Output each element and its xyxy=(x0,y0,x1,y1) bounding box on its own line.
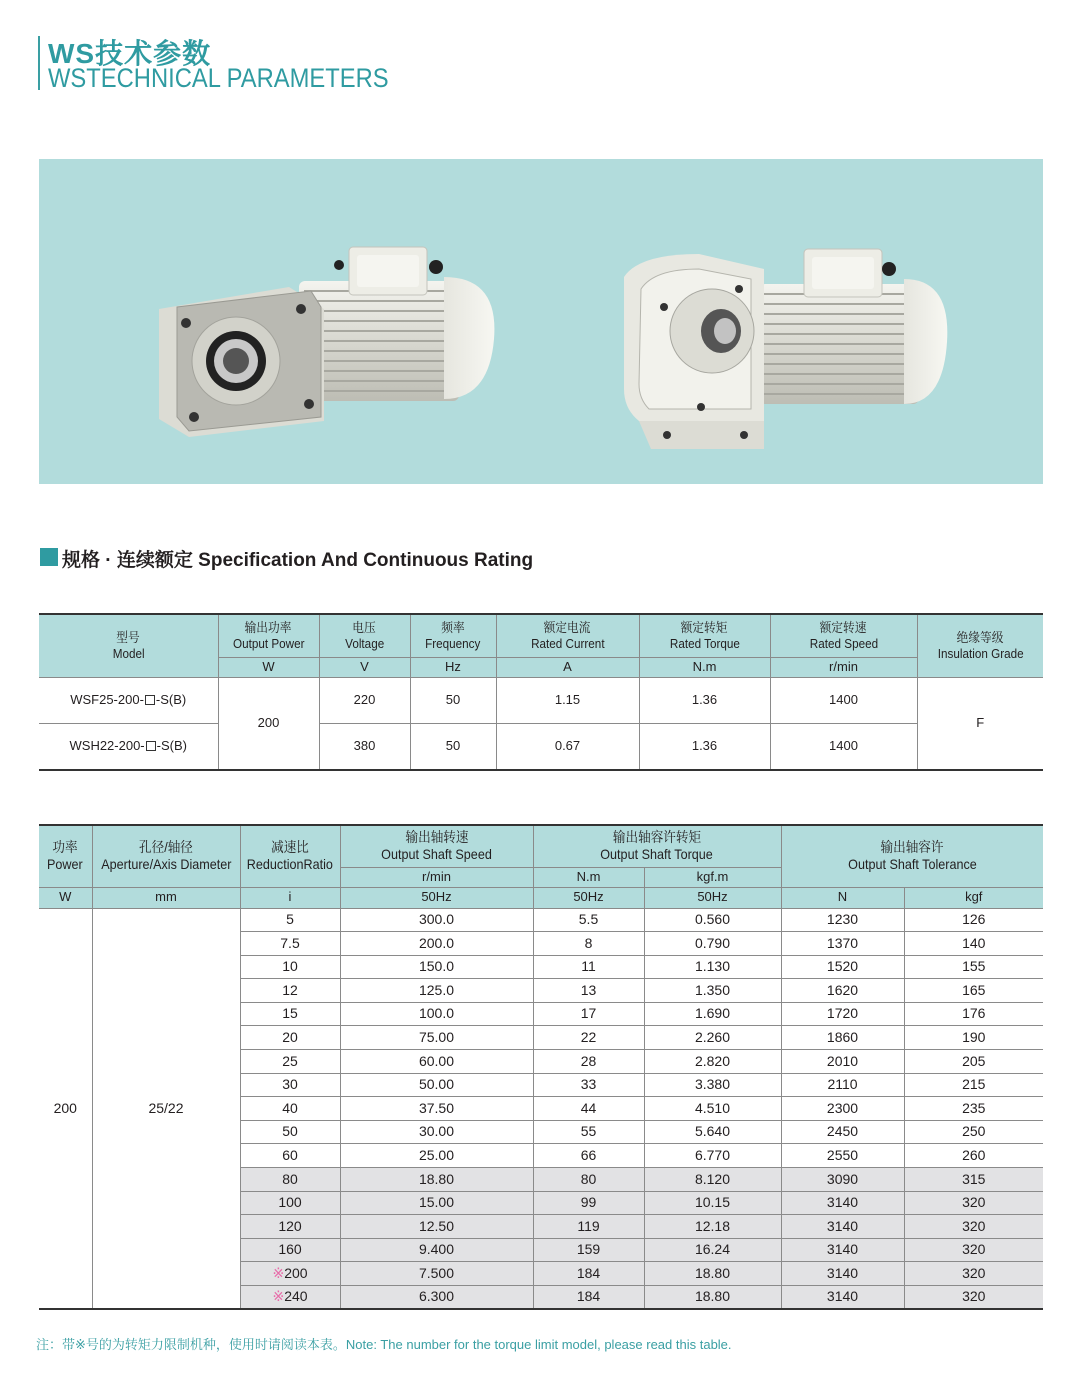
unit-torque-kgfm: kgf.m xyxy=(644,867,781,887)
header-output-power: 输出功率 Output Power xyxy=(218,614,319,657)
kgfm-cell: 18.80 xyxy=(644,1286,781,1310)
ratio-cell: 20 xyxy=(240,1026,340,1050)
voltage-cell: 380 xyxy=(319,723,410,770)
motor-left xyxy=(159,247,494,437)
option-box-icon xyxy=(146,741,156,751)
ratio-cell: ※240 xyxy=(240,1286,340,1310)
spec-table xyxy=(39,613,1043,771)
header-reduction-ratio: 减速比 ReductionRatio xyxy=(240,825,340,887)
kgfm-cell: 16.24 xyxy=(644,1238,781,1262)
kgfm-cell: 2.820 xyxy=(644,1050,781,1074)
n-cell: 3140 xyxy=(781,1262,904,1286)
speed-cell: 37.50 xyxy=(340,1097,533,1121)
n-cell: 1720 xyxy=(781,1002,904,1026)
kgfm-cell: 6.770 xyxy=(644,1144,781,1168)
header-output-speed: 输出轴转速 Output Shaft Speed xyxy=(340,825,533,867)
kgf-cell: 320 xyxy=(904,1262,1043,1286)
kgfm-cell: 0.560 xyxy=(644,908,781,932)
title-accent-bar xyxy=(38,36,40,90)
table-row xyxy=(39,723,1043,770)
nm-cell: 8 xyxy=(533,932,644,956)
speed-cell: 1400 xyxy=(770,677,917,723)
motor-right xyxy=(624,249,947,449)
n-cell: 3140 xyxy=(781,1238,904,1262)
option-box-icon xyxy=(145,695,155,705)
n-cell: 3140 xyxy=(781,1215,904,1239)
kgf-cell: 320 xyxy=(904,1191,1043,1215)
kgf-cell: 190 xyxy=(904,1026,1043,1050)
header-power: 功率 Power xyxy=(39,825,92,887)
kgf-cell: 140 xyxy=(904,932,1043,956)
speed-cell: 100.0 xyxy=(340,1002,533,1026)
model-cell: WSH22-200- -S(B) xyxy=(39,723,218,770)
ratio-cell: 10 xyxy=(240,955,340,979)
ratio-cell: 160 xyxy=(240,1238,340,1262)
insulation-cell: F xyxy=(917,677,1043,770)
ratio-cell: 60 xyxy=(240,1144,340,1168)
kgf-cell: 250 xyxy=(904,1120,1043,1144)
kgfm-cell: 1.350 xyxy=(644,979,781,1003)
speed-cell: 125.0 xyxy=(340,979,533,1003)
current-cell: 1.15 xyxy=(496,677,639,723)
kgf-cell: 155 xyxy=(904,955,1043,979)
axis-cell: 25/22 xyxy=(92,908,240,1309)
kgfm-cell: 18.80 xyxy=(644,1262,781,1286)
n-cell: 1520 xyxy=(781,955,904,979)
section-title: 规格 · 连续额定 Specification And Continuous Rating xyxy=(62,550,534,571)
voltage-cell: 220 xyxy=(319,677,410,723)
n-cell: 2110 xyxy=(781,1073,904,1097)
nm-cell: 22 xyxy=(533,1026,644,1050)
speed-cell: 18.80 xyxy=(340,1168,533,1192)
n-cell: 3090 xyxy=(781,1168,904,1192)
unit-speed: r/min xyxy=(770,657,917,677)
n-cell: 2300 xyxy=(781,1097,904,1121)
product-photo-panel xyxy=(39,159,1043,484)
n-cell: 2550 xyxy=(781,1144,904,1168)
nm-cell: 66 xyxy=(533,1144,644,1168)
freq-speed: 50Hz xyxy=(340,887,533,908)
speed-cell: 12.50 xyxy=(340,1215,533,1239)
model-cell: WSF25-200- -S(B) xyxy=(39,677,218,723)
header-output-torque: 输出轴容许转矩 Output Shaft Torque xyxy=(533,825,781,867)
unit-power: W xyxy=(218,657,319,677)
kgf-cell: 165 xyxy=(904,979,1043,1003)
header-output-tolerance: 输出轴容许 Output Shaft Tolerance xyxy=(781,825,1043,887)
table-row xyxy=(39,677,1043,723)
nm-cell: 55 xyxy=(533,1120,644,1144)
kgf-cell: 235 xyxy=(904,1097,1043,1121)
kgfm-cell: 1.690 xyxy=(644,1002,781,1026)
torque-cell: 1.36 xyxy=(639,677,770,723)
n-cell: 2010 xyxy=(781,1050,904,1074)
header-model: 型号 Model xyxy=(39,614,218,677)
kgf-cell: 126 xyxy=(904,908,1043,932)
nm-cell: 184 xyxy=(533,1262,644,1286)
speed-cell: 15.00 xyxy=(340,1191,533,1215)
ratio-cell: 12 xyxy=(240,979,340,1003)
speed-cell: 75.00 xyxy=(340,1026,533,1050)
nm-cell: 119 xyxy=(533,1215,644,1239)
nm-cell: 44 xyxy=(533,1097,644,1121)
unit-mm: mm xyxy=(92,887,240,908)
footnote: 注：带※号的为转矩力限制机种，使用时请阅读本表。Note: The number for the torque limit model, please read this table. xyxy=(36,1337,732,1352)
ratio-cell: 15 xyxy=(240,1002,340,1026)
kgf-cell: 205 xyxy=(904,1050,1043,1074)
ratio-cell: 50 xyxy=(240,1120,340,1144)
n-cell: 3140 xyxy=(781,1286,904,1310)
header-frequency: 频率 Frequency xyxy=(410,614,496,657)
header-rated-torque: 额定转矩 Rated Torque xyxy=(639,614,770,657)
frequency-cell: 50 xyxy=(410,677,496,723)
unit-w: W xyxy=(39,887,92,908)
nm-cell: 11 xyxy=(533,955,644,979)
unit-frequency: Hz xyxy=(410,657,496,677)
unit-torque-nm: N.m xyxy=(533,867,644,887)
speed-cell: 9.400 xyxy=(340,1238,533,1262)
unit-torque: N.m xyxy=(639,657,770,677)
speed-cell: 25.00 xyxy=(340,1144,533,1168)
speed-cell: 300.0 xyxy=(340,908,533,932)
header-aperture: 孔径/轴径 Aperture/Axis Diameter xyxy=(92,825,240,887)
gear-ratio-table xyxy=(39,824,1043,1310)
ratio-cell: 5 xyxy=(240,908,340,932)
nm-cell: 33 xyxy=(533,1073,644,1097)
kgfm-cell: 5.640 xyxy=(644,1120,781,1144)
unit-n: N xyxy=(781,887,904,908)
table-row xyxy=(39,908,1043,932)
nm-cell: 28 xyxy=(533,1050,644,1074)
n-cell: 1620 xyxy=(781,979,904,1003)
unit-i: i xyxy=(240,887,340,908)
freq-kgfm: 50Hz xyxy=(644,887,781,908)
speed-cell: 30.00 xyxy=(340,1120,533,1144)
unit-kgf: kgf xyxy=(904,887,1043,908)
torque-limit-mark: ※ xyxy=(272,1264,285,1281)
ratio-cell: 30 xyxy=(240,1073,340,1097)
kgf-cell: 260 xyxy=(904,1144,1043,1168)
kgf-cell: 315 xyxy=(904,1168,1043,1192)
header-insulation-grade: 绝缘等级 Insulation Grade xyxy=(917,614,1043,677)
kgf-cell: 320 xyxy=(904,1286,1043,1310)
kgf-cell: 320 xyxy=(904,1215,1043,1239)
header-rated-speed: 额定转速 Rated Speed xyxy=(770,614,917,657)
kgfm-cell: 3.380 xyxy=(644,1073,781,1097)
speed-cell: 50.00 xyxy=(340,1073,533,1097)
power-cell: 200 xyxy=(39,908,92,1309)
power-cell: 200 xyxy=(218,677,319,770)
nm-cell: 80 xyxy=(533,1168,644,1192)
speed-cell: 7.500 xyxy=(340,1262,533,1286)
nm-cell: 17 xyxy=(533,1002,644,1026)
speed-cell: 60.00 xyxy=(340,1050,533,1074)
section-marker xyxy=(40,548,58,566)
n-cell: 1230 xyxy=(781,908,904,932)
ratio-cell: 7.5 xyxy=(240,932,340,956)
header-voltage: 电压 Voltage xyxy=(319,614,410,657)
kgf-cell: 215 xyxy=(904,1073,1043,1097)
torque-limit-mark: ※ xyxy=(272,1288,285,1305)
kgfm-cell: 1.130 xyxy=(644,955,781,979)
kgfm-cell: 4.510 xyxy=(644,1097,781,1121)
n-cell: 1370 xyxy=(781,932,904,956)
kgfm-cell: 8.120 xyxy=(644,1168,781,1192)
speed-cell: 150.0 xyxy=(340,955,533,979)
nm-cell: 99 xyxy=(533,1191,644,1215)
unit-voltage: V xyxy=(319,657,410,677)
page-title-en: WSTECHNICAL PARAMETERS xyxy=(48,63,389,93)
nm-cell: 159 xyxy=(533,1238,644,1262)
ratio-cell: 120 xyxy=(240,1215,340,1239)
kgfm-cell: 10.15 xyxy=(644,1191,781,1215)
speed-cell: 6.300 xyxy=(340,1286,533,1310)
speed-cell: 200.0 xyxy=(340,932,533,956)
speed-cell: 1400 xyxy=(770,723,917,770)
unit-speed: r/min xyxy=(340,867,533,887)
ratio-cell: 25 xyxy=(240,1050,340,1074)
n-cell: 1860 xyxy=(781,1026,904,1050)
ratio-cell: ※200 xyxy=(240,1262,340,1286)
page-title-cn: WS技术参数 xyxy=(48,38,212,69)
current-cell: 0.67 xyxy=(496,723,639,770)
nm-cell: 184 xyxy=(533,1286,644,1310)
ratio-cell: 100 xyxy=(240,1191,340,1215)
ratio-cell: 80 xyxy=(240,1168,340,1192)
kgfm-cell: 12.18 xyxy=(644,1215,781,1239)
frequency-cell: 50 xyxy=(410,723,496,770)
kgf-cell: 320 xyxy=(904,1238,1043,1262)
kgf-cell: 176 xyxy=(904,1002,1043,1026)
nm-cell: 13 xyxy=(533,979,644,1003)
kgfm-cell: 0.790 xyxy=(644,932,781,956)
freq-nm: 50Hz xyxy=(533,887,644,908)
n-cell: 3140 xyxy=(781,1191,904,1215)
gear-motor-illustration xyxy=(39,159,1043,484)
torque-cell: 1.36 xyxy=(639,723,770,770)
nm-cell: 5.5 xyxy=(533,908,644,932)
unit-current: A xyxy=(496,657,639,677)
kgfm-cell: 2.260 xyxy=(644,1026,781,1050)
header-rated-current: 额定电流 Rated Current xyxy=(496,614,639,657)
n-cell: 2450 xyxy=(781,1120,904,1144)
ratio-cell: 40 xyxy=(240,1097,340,1121)
